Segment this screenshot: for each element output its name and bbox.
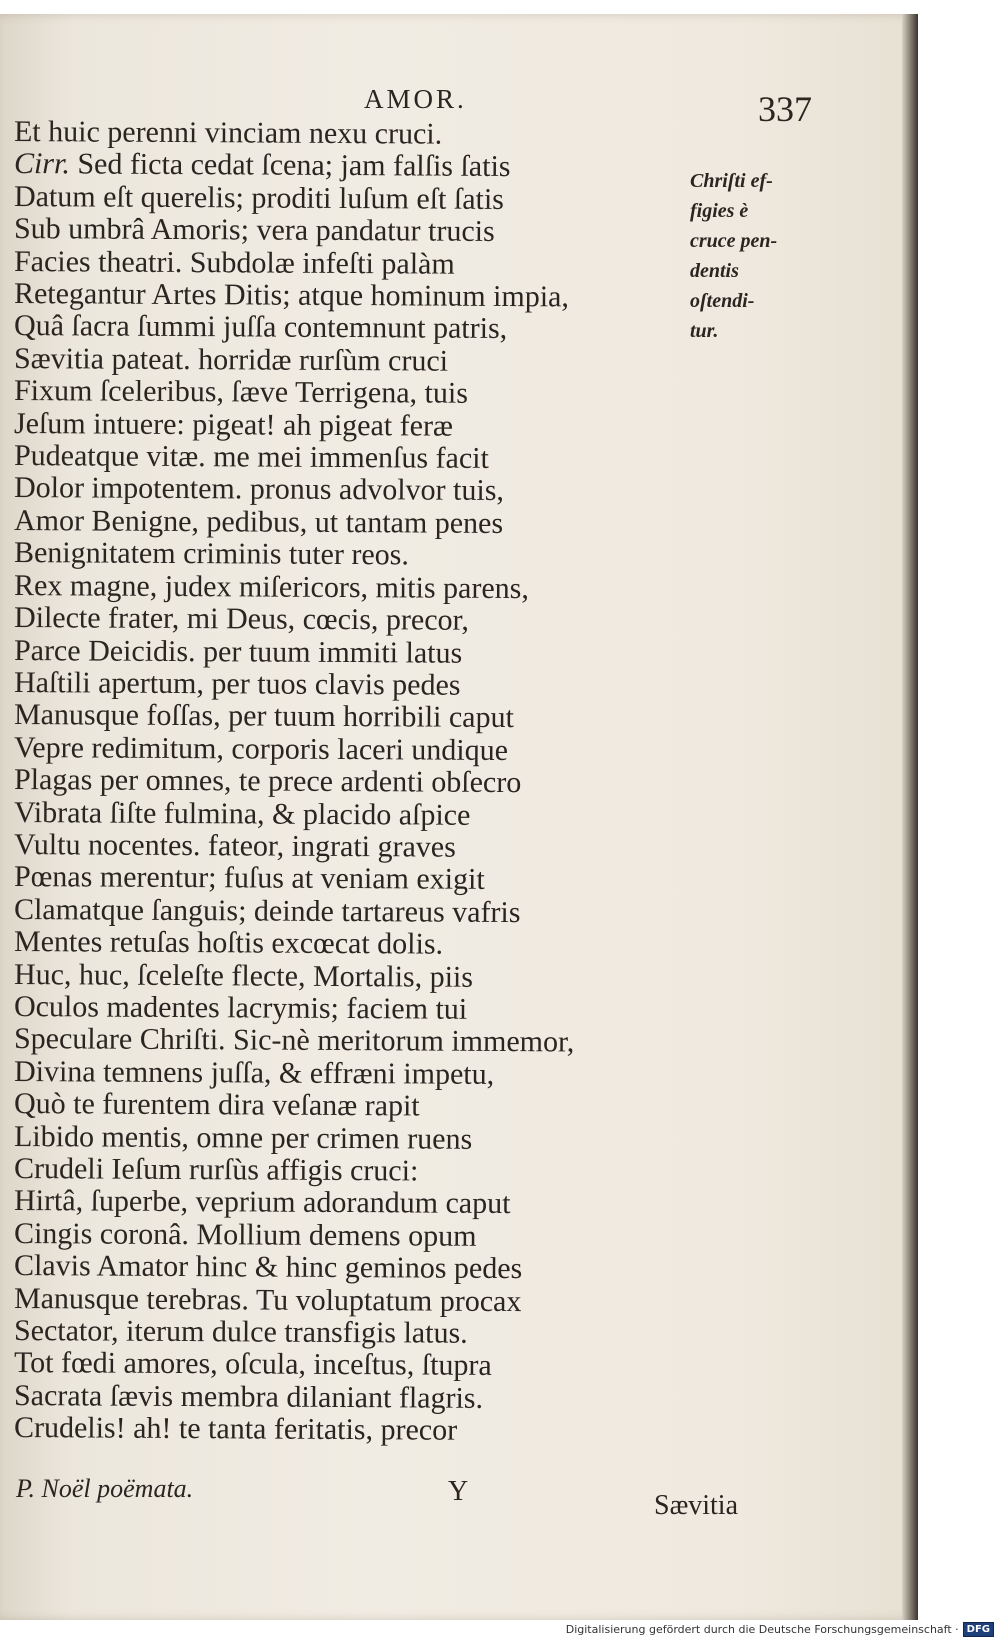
dfg-logo: DFG [963, 1622, 994, 1637]
verse-line: Crudeli Ieſum rurſùs affigis cruci: [13, 1152, 419, 1188]
verse-line: Manusque terebras. Tu voluptatum procax [13, 1281, 522, 1318]
verse-line: Et huic perenni vinciam nexu cruci. [13, 115, 443, 151]
digitization-credit [566, 1622, 994, 1637]
verse-line: Plagas per omnes, te prece ardenti obſecro [13, 763, 522, 800]
verse-line: Benignitatem criminis tuter reos. [13, 536, 410, 572]
verse-line-text: Sed ficta cedat ſcena; jam falſis ſatis [77, 147, 511, 184]
marginal-note-line: Chriſti ef- [690, 170, 773, 192]
marginal-note-line: dentis [690, 260, 739, 282]
verse-line: Divina temnens juſſa, & effræni impetu, [13, 1054, 495, 1091]
verse-line: Quâ ſacra ſummi juſſa contemnunt patris, [13, 309, 508, 346]
page-edge-shadow [902, 14, 918, 1620]
page-number: 337 [758, 89, 812, 129]
verse-line: Dilecte frater, mi Deus, cœcis, precor, [13, 601, 470, 637]
verse-line: Hirtâ, ſuperbe, veprium adorandum caput [13, 1184, 511, 1221]
verse-line: Huc, huc, ſceleſte flecte, Mortalis, piis [13, 957, 474, 994]
catchword: Sævitia [654, 1490, 739, 1521]
verse-line: Speculare Chriſti. Sic-nè meritorum immemor, [13, 1022, 575, 1059]
verse-line: Mentes retuſas hoſtis excœcat dolis. [13, 925, 444, 961]
verse-line: Sub umbrâ Amoris; vera pandatur trucis [13, 212, 495, 249]
running-head: AMOR. [364, 84, 467, 114]
marginal-note-line: figies è [690, 200, 749, 222]
verse-line: Jeſum intuere: pigeat! ah pigeat feræ [13, 406, 454, 443]
verse-line: Amor Benigne, pedibus, ut tantam penes [13, 503, 504, 540]
verse-line: Pœnas merentur; fuſus at veniam exigit [13, 860, 485, 897]
verse-line: Fixum ſceleribus, ſæve Terrigena, tuis [13, 374, 469, 411]
verse-line: Facies theatri. Subdolæ infeſti palàm [13, 244, 455, 281]
verse-text [14, 116, 714, 1445]
speaker-label: Cirr. [13, 147, 70, 181]
verse-line: Dolor impotentem. pronus advolvor tuis, [13, 471, 505, 508]
verse-line: Rex magne, judex miſericors, mitis parens, [13, 568, 529, 605]
verse-line: Clamatque ſanguis; deinde tartareus vafris [13, 892, 521, 929]
verse-line: Retegantur Artes Ditis; atque hominum impia, [13, 277, 570, 314]
verse-line: Crudelis! ah! te tanta feritatis, precor [13, 1411, 458, 1447]
verse-line: Pudeatque vitæ. me mei immenſus facit [13, 439, 490, 475]
verse-line: Sacrata ſævis membra dilaniant flagris. [13, 1378, 484, 1415]
verse-line: Datum eſt querelis; proditi luſum eſt ſatis [13, 179, 505, 216]
verse-line: Sectator, iterum dulce transfigis latus. [13, 1314, 468, 1350]
verse-line: Haſtili apertum, per tuos clavis pedes [13, 665, 461, 702]
verse-line: Vultu nocentes. fateor, ingrati graves [13, 827, 456, 864]
verse-line: Cingis coronâ. Mollium demens opum [13, 1216, 477, 1253]
verse-line: Sævitia pateat. horridæ rurſùm cruci [13, 341, 449, 378]
verse-line: Libido mentis, omne per crimen ruens [13, 1119, 473, 1156]
verse-line: Clavis Amator hinc & hinc geminos pedes [13, 1249, 523, 1286]
verse-line: Manusque foſſas, per tuum horribili caput [13, 698, 515, 735]
verse-line: Oculos madentes lacrymis; faciem tui [13, 989, 468, 1026]
credit-text: Digitalisierung gefördert durch die Deutsche Forschungsgemeinschaft · [565, 1623, 959, 1636]
verse-line: Vibrata ſiſte fulmina, & placido aſpice [13, 795, 471, 832]
marginal-note-line: tur. [690, 320, 719, 342]
verse-line: Tot fœdi amores, oſcula, inceſtus, ſtupra [13, 1346, 492, 1383]
signature-mark: Y [448, 1476, 469, 1507]
verse-line: Parce Deicidis. per tuum immiti latus [13, 633, 463, 670]
verse-line: Quò te furentem dira veſanæ rapit [13, 1087, 420, 1123]
verse-line: Vepre redimitum, corporis laceri undique [13, 730, 509, 767]
marginal-note-line: cruce pen- [690, 230, 778, 252]
marginal-note [690, 166, 810, 346]
marginal-note-line: oſtendi- [690, 290, 755, 312]
verse-line [14, 148, 714, 185]
footer-title: P. Noël poëmata. [16, 1474, 194, 1503]
